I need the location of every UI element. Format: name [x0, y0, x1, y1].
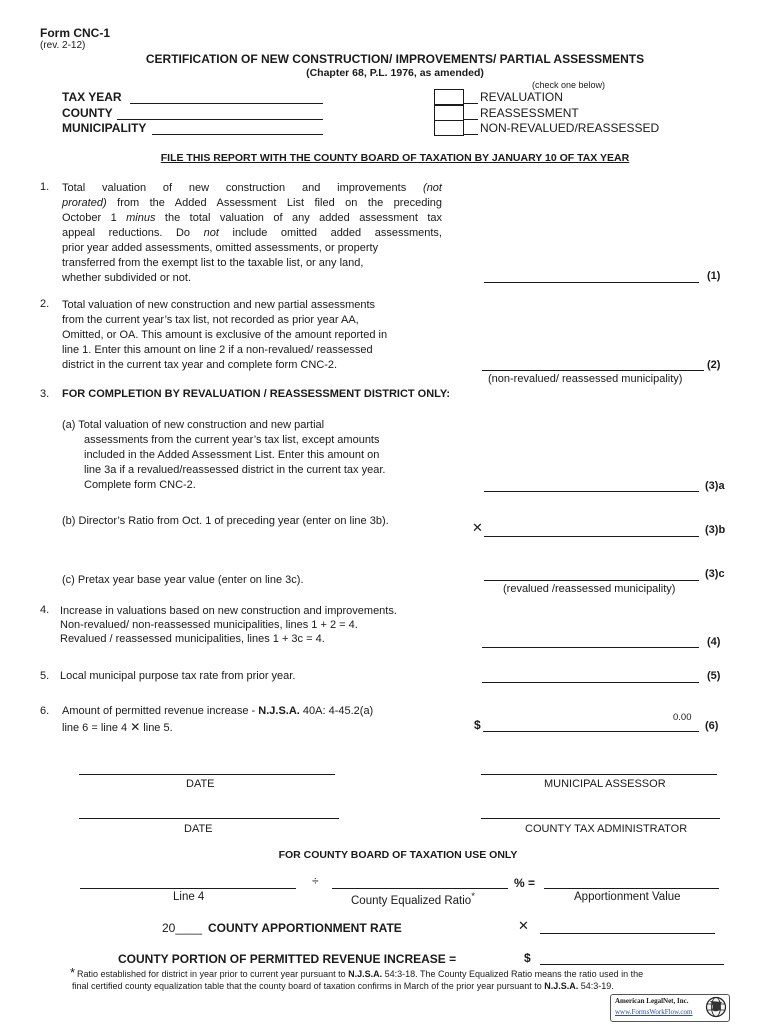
line-3b-field[interactable]: [484, 536, 699, 537]
line-3c-field[interactable]: [484, 580, 699, 581]
municipality-field[interactable]: [152, 134, 323, 135]
item-5-text: Local municipal purpose tax rate from prior year.: [60, 670, 296, 682]
line-3c-code: (3)c: [705, 568, 725, 580]
line-2-code: (2): [707, 359, 721, 371]
line-6-value[interactable]: 0.00: [673, 712, 692, 723]
line-3c-caption: (revalued /reassessed municipality): [503, 583, 676, 595]
assessor-signature-field[interactable]: [481, 774, 717, 775]
administrator-label: COUNTY TAX ADMINISTRATOR: [525, 823, 688, 835]
line-2-field[interactable]: [482, 370, 704, 371]
logo-name: American LegalNet, Inc.: [615, 997, 689, 1005]
line-3a-field[interactable]: [484, 491, 699, 492]
date-1-label: DATE: [186, 778, 215, 790]
tax-year-label: TAX YEAR: [62, 90, 122, 104]
checkbox-underline: [464, 103, 478, 104]
item-2-number: 2.: [40, 298, 50, 310]
form-revision: (rev. 2-12): [40, 40, 86, 51]
footnote-line-1: Ratio established for district in year prior to current year pursuant to N.J.S.A. 54:3-18. The County Equalized Ratio means the ratio used in the: [77, 969, 644, 979]
checkbox-underline: [464, 134, 478, 135]
county-label: COUNTY: [62, 106, 113, 120]
multiply-icon: ✕: [518, 918, 529, 933]
filing-notice: FILE THIS REPORT WITH THE COUNTY BOARD OF TAXATION BY JANUARY 10 OF TAX YEAR: [160, 152, 630, 164]
rate-field[interactable]: [540, 933, 715, 934]
county-ratio-field[interactable]: [332, 888, 508, 889]
line-6-currency: $: [474, 718, 481, 732]
item-3-heading: FOR COMPLETION BY REVALUATION / REASSESSMENT DISTRICT ONLY:: [62, 388, 451, 400]
apportionment-value-field[interactable]: [544, 888, 719, 889]
rate-year[interactable]: 20____: [162, 921, 203, 935]
item-5-number: 5.: [40, 670, 50, 682]
item-3-number: 3.: [40, 388, 50, 400]
item-1-text: Total valuation of new construction and improvements (not prorated) from the Added Assessment List filed on the preceding October 1 minus the total valuation of any added assessment tax appeal reductions. Do not include omitted added assessments, prior year added assessments, omitted assessments, or property transferred from the exempt list to the taxable list, or any land, whether subdivided or not.: [62, 182, 442, 284]
item-3b-text: (b) Director’s Ratio from Oct. 1 of preceding year (enter on line 3b).: [62, 515, 389, 527]
line-5-code: (5): [707, 670, 721, 682]
reassessment-checkbox[interactable]: [434, 105, 464, 121]
logo-url[interactable]: www.FormsWorkFlow.com: [615, 1008, 693, 1016]
item-1-number: 1.: [40, 181, 50, 193]
line-4-field[interactable]: [482, 647, 699, 648]
board-use-heading: FOR COUNTY BOARD OF TAXATION USE ONLY: [278, 849, 518, 861]
portion-currency: $: [524, 951, 531, 965]
form-subtitle: (Chapter 68, P.L. 1976, as amended): [306, 67, 484, 79]
footnote-marker: *: [70, 965, 76, 980]
line-4-caption: Line 4: [173, 891, 205, 903]
item-4-number: 4.: [40, 604, 50, 616]
line-4-copy-field[interactable]: [80, 888, 296, 889]
form-id: Form CNC-1: [40, 26, 111, 40]
county-ratio-caption: County Equalized Ratio*: [351, 891, 475, 907]
non-revalued-label: NON-REVALUED/REASSESSED: [480, 121, 660, 135]
portion-field[interactable]: [540, 964, 724, 965]
line-1-field[interactable]: [484, 282, 699, 283]
footnote-line-2: final certified county equalization table that the county board of taxation confirms in March of the prior year pursuant to N.J.S.A. 54:3-19.: [72, 981, 614, 991]
globe-icon: [705, 996, 727, 1018]
date-2-field[interactable]: [79, 818, 339, 819]
form-title: CERTIFICATION OF NEW CONSTRUCTION/ IMPROVEMENTS/ PARTIAL ASSESSMENTS: [145, 52, 645, 66]
publisher-logo: [610, 994, 730, 1022]
item-2-text: Total valuation of new construction and new partial assessments from the current year’s tax list, not recorded as prior year AA, Omitted, or OA. This amount is exclusive of the amount reported in line 1. Enter this amount on line 2 if a non-revalued/ reassessed district in the current tax year and complete form CNC-2.: [62, 299, 388, 371]
line-6-code: (6): [705, 720, 719, 732]
municipality-label: MUNICIPALITY: [62, 121, 147, 135]
date-2-label: DATE: [184, 823, 213, 835]
line-4-code: (4): [707, 636, 721, 648]
divide-icon: ÷: [312, 874, 319, 888]
reassessment-label: REASSESSMENT: [480, 106, 579, 120]
item-4-text: Increase in valuations based on new construction and improvements. Non-revalued/ non-reassessed municipalities, lines 1 + 2 = 4. Revalued / reassessed municipalities, lines 1 + 3c = 4.: [60, 605, 397, 645]
line-1-code: (1): [707, 270, 721, 282]
line-3a-code: (3)a: [705, 480, 725, 492]
item-6-text-line2: line 6 = line 4 ✕ line 5.: [62, 720, 173, 734]
line-2-caption: (non-revalued/ reassessed municipality): [488, 373, 683, 385]
non-revalued-checkbox[interactable]: [434, 120, 464, 136]
check-hint: (check one below): [532, 80, 606, 90]
rate-label: COUNTY APPORTIONMENT RATE: [208, 921, 402, 935]
assessor-label: MUNICIPAL ASSESSOR: [544, 778, 666, 790]
revaluation-checkbox[interactable]: [434, 89, 464, 105]
item-3c-text: (c) Pretax year base year value (enter on line 3c).: [62, 574, 304, 586]
line-3b-code: (3)b: [705, 524, 726, 536]
checkbox-underline: [464, 119, 478, 120]
item-6-text-line1: Amount of permitted revenue increase - N.J.S.A. 40A: 4-45.2(a): [62, 705, 374, 717]
portion-label: COUNTY PORTION OF PERMITTED REVENUE INCREASE =: [118, 952, 457, 966]
multiply-icon: ✕: [472, 520, 483, 535]
line-6-field[interactable]: [483, 731, 699, 732]
item-3a-text: (a) Total valuation of new construction and new partial assessments from the current year’s tax list, except amounts included in the Added Assessment List. Enter this amount on line 3a if a revalued/reassessed district in the current tax year. Complete form CNC-2.: [62, 419, 386, 491]
line-5-field[interactable]: [482, 682, 699, 683]
percent-equals: % =: [514, 876, 536, 890]
administrator-signature-field[interactable]: [481, 818, 720, 819]
revaluation-label: REVALUATION: [480, 90, 563, 104]
item-6-number: 6.: [40, 705, 50, 717]
tax-year-field[interactable]: [130, 103, 323, 104]
county-field[interactable]: [117, 119, 323, 120]
date-1-field[interactable]: [79, 774, 335, 775]
apportionment-caption: Apportionment Value: [574, 891, 681, 903]
